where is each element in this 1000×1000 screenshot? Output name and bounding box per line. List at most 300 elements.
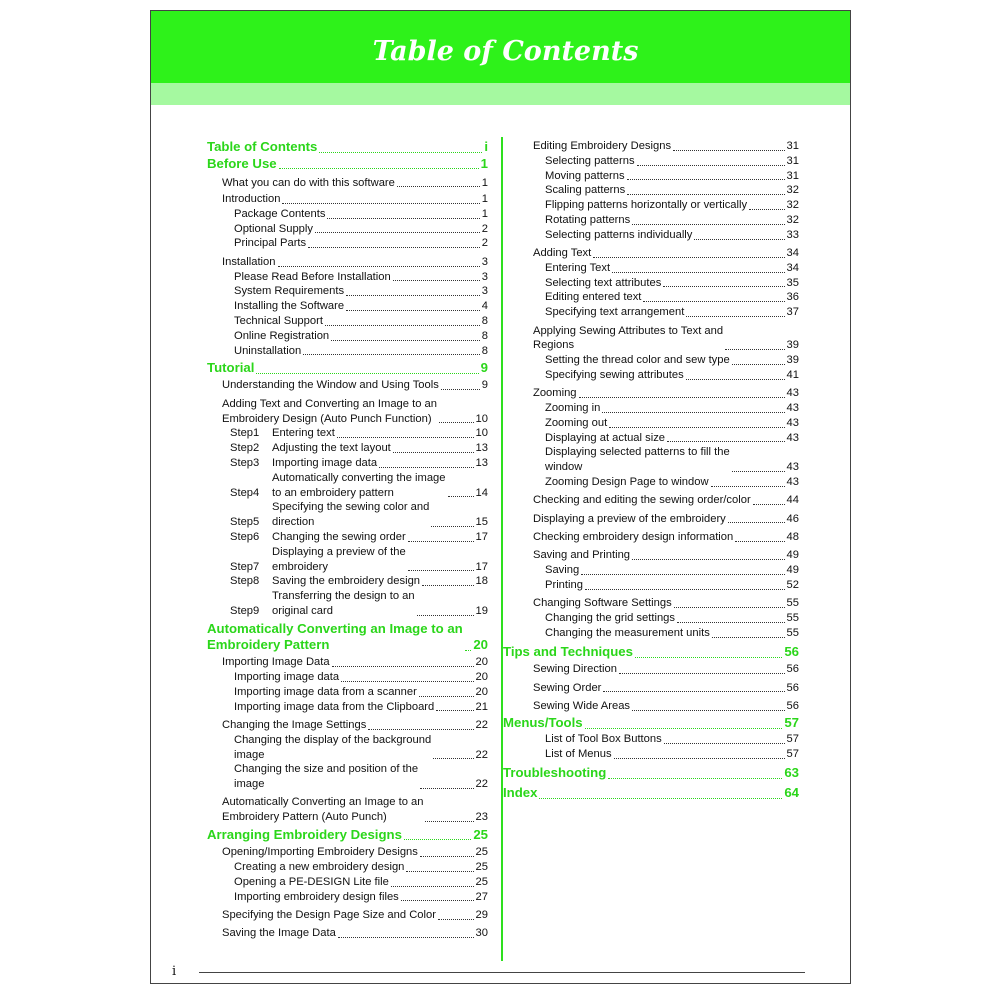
toc-entry[interactable] (207, 860, 488, 875)
toc-step-label: Step9 (230, 604, 260, 617)
toc-entry[interactable] (207, 926, 488, 941)
toc-dot-leader (735, 538, 784, 542)
toc-entry-label: List of Tool Box Buttons (545, 732, 662, 745)
toc-entry[interactable] (207, 471, 488, 501)
toc-page-number: 35 (786, 276, 799, 289)
toc-entry[interactable] (518, 228, 799, 243)
toc-entry[interactable] (207, 500, 488, 530)
toc-dot-leader (331, 337, 480, 341)
toc-dot-leader (337, 434, 474, 438)
toc-dot-leader (346, 292, 480, 296)
toc-dot-leader (635, 654, 782, 658)
toc-page-number: 43 (786, 402, 799, 415)
toc-entry[interactable] (518, 662, 799, 677)
toc-section-heading[interactable] (207, 827, 488, 844)
toc-dot-leader (673, 147, 785, 151)
toc-dot-leader (406, 868, 473, 872)
toc-dot-leader (614, 755, 785, 759)
toc-entry-label: Applying Sewing Attributes to Text and Regions (533, 324, 724, 352)
toc-entry[interactable] (207, 589, 488, 619)
toc-dot-leader (677, 619, 785, 623)
toc-entry-label: Adding Text (533, 247, 592, 260)
toc-entry[interactable] (518, 747, 799, 762)
toc-dot-leader (448, 493, 474, 497)
toc-entry-label: Uninstallation (234, 344, 302, 357)
toc-dot-leader (465, 647, 472, 651)
toc-entry-label: Zooming Design Page to window (545, 476, 709, 489)
toc-page-number: 43 (786, 476, 799, 489)
toc-page-number: 34 (786, 261, 799, 274)
toc-dot-leader (303, 351, 480, 355)
toc-entry-label: Installing the Software (234, 300, 345, 313)
toc-entry-label: Troubleshooting (503, 765, 607, 781)
toc-page-number: 10 (475, 412, 488, 425)
toc-page-number: 23 (475, 811, 488, 824)
page-title: Table of Contents (372, 35, 639, 67)
toc-dot-leader (637, 162, 785, 166)
toc-page-number: 44 (786, 494, 799, 507)
toc-page-number: 1 (481, 207, 488, 220)
toc-dot-leader (632, 556, 785, 560)
toc-entry-label: Zooming in (545, 402, 601, 415)
toc-page-number: 55 (786, 611, 799, 624)
toc-section-heading[interactable] (207, 360, 488, 377)
toc-entry[interactable] (518, 596, 799, 611)
toc-entry[interactable] (207, 344, 488, 359)
toc-dot-leader (749, 206, 784, 210)
toc-page-number: 25 (473, 826, 488, 842)
toc-entry[interactable] (518, 578, 799, 593)
toc-entry[interactable] (207, 255, 488, 270)
toc-entry-label: Specifying the Design Page Size and Color (222, 908, 436, 921)
toc-entry[interactable] (207, 299, 488, 314)
toc-entry-label: Importing image data (272, 456, 378, 469)
toc-page-number: 2 (481, 222, 488, 235)
toc-dot-leader (585, 586, 785, 590)
toc-section-heading[interactable] (207, 621, 488, 654)
toc-step-label: Step6 (230, 530, 260, 543)
toc-entry-label: Saving (545, 564, 580, 577)
toc-entry-label: Changing the sewing order (272, 530, 406, 543)
toc-dot-leader (379, 464, 473, 468)
toc-page-number: 2 (481, 237, 488, 250)
toc-page-number: 20 (475, 671, 488, 684)
toc-page-number: 17 (475, 560, 488, 573)
toc-dot-leader (612, 269, 784, 273)
toc-entry[interactable] (207, 545, 488, 575)
toc-entry[interactable] (207, 397, 488, 427)
toc-page-number: 56 (786, 699, 799, 712)
toc-page-number: 32 (786, 184, 799, 197)
toc-dot-leader (753, 501, 785, 505)
toc-entry-label: Importing image data (234, 671, 340, 684)
toc-entry[interactable] (207, 700, 488, 715)
toc-entry[interactable] (207, 176, 488, 191)
toc-step-label: Step4 (230, 486, 260, 499)
toc-entry[interactable] (207, 890, 488, 905)
toc-entry-label: Selecting patterns individually (545, 228, 693, 241)
toc-entry[interactable] (207, 329, 488, 344)
toc-entry[interactable] (518, 290, 799, 305)
toc-entry-label: Specifying the sewing color and direction (272, 501, 430, 529)
toc-entry-label: Changing the measurement units (545, 626, 710, 639)
toc-page-number: 3 (481, 285, 488, 298)
toc-entry-label: Changing the display of the background image (234, 733, 432, 761)
toc-dot-leader (539, 795, 782, 799)
toc-entry[interactable] (518, 563, 799, 578)
toc-section-heading[interactable] (503, 715, 799, 732)
toc-entry[interactable] (518, 276, 799, 291)
toc-entry[interactable] (207, 574, 488, 589)
footer-rule (199, 972, 805, 973)
toc-page-number: 34 (786, 247, 799, 260)
toc-section-heading[interactable] (503, 644, 799, 661)
toc-entry-label: Zooming out (545, 416, 608, 429)
toc-entry[interactable] (518, 626, 799, 641)
toc-entry-label: Optional Supply (234, 222, 313, 235)
toc-entry[interactable] (207, 530, 488, 545)
toc-page-number: 20 (473, 637, 488, 652)
toc-dot-leader (338, 934, 474, 938)
toc-page-number: 8 (481, 329, 488, 342)
toc-entry[interactable] (207, 426, 488, 441)
toc-entry-label: Selecting text attributes (545, 276, 662, 289)
toc-dot-leader (619, 670, 785, 674)
toc-dot-leader (694, 236, 784, 240)
toc-entry-label: Editing entered text (545, 291, 642, 304)
toc-entry[interactable] (207, 456, 488, 471)
document-page (150, 10, 851, 984)
toc-entry-label: Entering Text (545, 261, 611, 274)
toc-page-number: 43 (786, 387, 799, 400)
toc-entry-label: Specifying sewing attributes (545, 368, 684, 381)
toc-step-label: Step3 (230, 456, 260, 469)
toc-dot-leader (627, 191, 784, 195)
toc-entry[interactable] (207, 236, 488, 251)
toc-entry-label: Entering text (272, 427, 335, 440)
toc-entry[interactable] (518, 475, 799, 490)
toc-entry-label: Importing image data from the Clipboard (234, 700, 435, 713)
toc-dot-leader (663, 283, 784, 287)
toc-entry-label: Displaying a preview of the embroidery (533, 512, 726, 525)
toc-entry[interactable] (518, 169, 799, 184)
toc-entry[interactable] (518, 548, 799, 563)
toc-entry-label: Rotating patterns (545, 213, 631, 226)
toc-entry-label: Creating a new embroidery design (234, 860, 405, 873)
toc-page-number: 49 (786, 549, 799, 562)
toc-entry[interactable] (518, 154, 799, 169)
toc-dot-leader (602, 409, 784, 413)
toc-dot-leader (674, 604, 785, 608)
toc-entry[interactable] (207, 845, 488, 860)
toc-entry[interactable] (207, 908, 488, 923)
toc-dot-leader (609, 424, 784, 428)
toc-step-label: Step2 (230, 442, 260, 455)
toc-dot-leader (393, 449, 474, 453)
toc-page-number: 19 (475, 604, 488, 617)
toc-entry-label: Printing (545, 578, 583, 591)
toc-page-number: 25 (475, 860, 488, 873)
toc-entry[interactable] (207, 685, 488, 700)
toc-entry[interactable] (518, 416, 799, 431)
toc-entry-label: Checking and editing the sewing order/color (533, 494, 751, 507)
toc-entry[interactable] (518, 445, 799, 475)
toc-page-number: 20 (475, 656, 488, 669)
toc-dot-leader (439, 419, 474, 423)
toc-entry[interactable] (518, 699, 799, 714)
toc-dot-leader (308, 244, 480, 248)
toc-entry[interactable] (207, 670, 488, 685)
toc-section-heading[interactable] (503, 785, 799, 802)
toc-dot-leader (433, 755, 473, 759)
toc-entry[interactable] (518, 368, 799, 383)
toc-entry[interactable] (207, 441, 488, 456)
toc-entry-label: Sewing Direction (533, 663, 617, 676)
toc-section-heading[interactable] (207, 139, 488, 156)
toc-page-number: 43 (786, 461, 799, 474)
toc-entry[interactable] (207, 718, 488, 733)
toc-dot-leader (436, 707, 473, 711)
toc-entry-label: System Requirements (234, 285, 345, 298)
toc-entry-label: Importing image data from a scanner (234, 685, 417, 698)
toc-dot-leader (408, 567, 474, 571)
toc-entry[interactable] (207, 222, 488, 237)
toc-page-number: 22 (475, 748, 488, 761)
toc-entry-label: Installation (222, 255, 276, 268)
toc-entry[interactable] (518, 246, 799, 261)
toc-entry[interactable] (518, 386, 799, 401)
toc-dot-leader (315, 229, 480, 233)
toc-page-number: 48 (786, 530, 799, 543)
toc-entry[interactable] (518, 512, 799, 527)
toc-entry[interactable] (518, 530, 799, 545)
toc-entry[interactable] (518, 183, 799, 198)
toc-page-number: 8 (481, 314, 488, 327)
toc-dot-leader (325, 322, 480, 326)
banner-strip (151, 83, 850, 105)
toc-dot-leader (401, 897, 474, 901)
toc-entry-label: Saving the embroidery design (272, 575, 421, 588)
toc-entry[interactable] (518, 324, 799, 354)
toc-entry[interactable] (518, 431, 799, 446)
toc-dot-leader (732, 361, 785, 365)
toc-dot-leader (581, 571, 784, 575)
toc-entry[interactable] (207, 192, 488, 207)
toc-page-number: 21 (475, 700, 488, 713)
toc-page-number: 3 (481, 270, 488, 283)
toc-page-number: 33 (786, 228, 799, 241)
toc-entry[interactable] (207, 733, 488, 763)
toc-entry-label: Adjusting the text layout (272, 442, 391, 455)
toc-entry-label: Displaying at actual size (545, 431, 666, 444)
toc-entry[interactable] (207, 762, 488, 792)
toc-dot-leader (417, 612, 474, 616)
toc-entry-label: Automatically Converting an Image to an Embroidery Pattern (207, 620, 463, 652)
toc-entry[interactable] (207, 270, 488, 285)
toc-entry-label: Editing Embroidery Designs (533, 140, 672, 152)
toc-page-number: 18 (475, 575, 488, 588)
toc-entry[interactable] (518, 198, 799, 213)
toc-dot-leader (627, 176, 785, 180)
toc-entry[interactable] (518, 213, 799, 228)
toc-entry-label: Automatically Converting an Image to an Embroidery Pattern (Auto Punch) (222, 796, 424, 824)
toc-dot-leader (732, 468, 785, 472)
toc-entry-label: Changing the size and position of the image (234, 763, 419, 791)
toc-entry[interactable] (207, 795, 488, 825)
toc-dot-leader (632, 707, 785, 711)
toc-entry-label: Saving and Printing (533, 549, 631, 562)
toc-page-number: 31 (786, 169, 799, 182)
toc-page-number: 49 (786, 564, 799, 577)
toc-entry[interactable] (518, 353, 799, 368)
toc-page-number: 46 (786, 512, 799, 525)
title-banner (151, 11, 850, 83)
toc-entry[interactable] (518, 305, 799, 320)
toc-entry-label: Checking embroidery design information (533, 530, 734, 543)
toc-dot-leader (686, 376, 785, 380)
toc-dot-leader (603, 688, 784, 692)
toc-dot-leader (391, 883, 474, 887)
toc-page-number: 4 (481, 300, 488, 313)
toc-entry-label: Flipping patterns horizontally or vertically (545, 199, 748, 212)
toc-entry-label: List of Menus (545, 747, 612, 760)
toc-page-number: 57 (786, 747, 799, 760)
toc-page-number: 14 (475, 486, 488, 499)
toc-page-number: 32 (786, 199, 799, 212)
toc-entry-label: Package Contents (234, 207, 326, 220)
toc-entry-label: Adding Text and Converting an Image to an Embroidery Design (Auto Punch Function) (222, 397, 437, 425)
toc-entry[interactable] (207, 875, 488, 890)
toc-page-number: 31 (786, 154, 799, 167)
toc-entry-label: Menus/Tools (503, 715, 583, 731)
toc-page-number: 37 (786, 306, 799, 319)
toc-entry[interactable] (207, 207, 488, 222)
toc-entry-label: Arranging Embroidery Designs (207, 826, 402, 842)
toc-entry-label: What you can do with this software (222, 176, 395, 189)
toc-page-number: 15 (475, 516, 488, 529)
toc-dot-leader (419, 693, 474, 697)
toc-dot-leader (332, 663, 474, 667)
toc-step-label: Step5 (230, 516, 260, 529)
toc-page-number: 43 (786, 416, 799, 429)
toc-entry[interactable] (518, 681, 799, 696)
toc-entry-label: Saving the Image Data (222, 927, 336, 940)
toc-entry[interactable] (518, 401, 799, 416)
toc-entry[interactable] (518, 493, 799, 508)
toc-entry-label: Tutorial (207, 360, 255, 376)
toc-page-number: 29 (475, 908, 488, 921)
toc-dot-leader (327, 215, 479, 219)
column-divider (501, 137, 503, 961)
toc-dot-leader (667, 438, 785, 442)
toc-entry-label: Zooming (533, 387, 577, 400)
toc-page-number: 43 (786, 431, 799, 444)
toc-page-number: i (484, 139, 488, 154)
toc-page-number: 30 (475, 927, 488, 940)
toc-entry-label: Opening/Importing Embroidery Designs (222, 846, 418, 859)
toc-dot-leader (422, 582, 474, 586)
toc-page-number: 56 (786, 681, 799, 694)
toc-entry-label: Changing the Image Settings (222, 718, 367, 731)
toc-page-number: 56 (784, 644, 799, 659)
toc-entry-label: Opening a PE-DESIGN Lite file (234, 875, 389, 888)
toc-dot-leader (425, 818, 473, 822)
toc-page-number: 22 (475, 718, 488, 731)
toc-entry[interactable] (518, 139, 799, 154)
toc-page-number: 20 (475, 685, 488, 698)
toc-left-column (207, 139, 488, 941)
toc-entry[interactable] (207, 314, 488, 329)
toc-page-number: 64 (784, 785, 799, 801)
toc-page-number: 57 (784, 715, 799, 731)
page-number: i (172, 964, 177, 979)
toc-entry[interactable] (518, 732, 799, 747)
toc-entry-label: Importing embroidery design files (234, 890, 399, 903)
toc-entry-label: Displaying selected patterns to fill the window (545, 446, 730, 474)
toc-page-number: 1 (481, 176, 488, 189)
toc-dot-leader (420, 785, 473, 789)
toc-entry[interactable] (207, 284, 488, 299)
toc-entry-label: Sewing Order (533, 681, 602, 694)
toc-dot-leader (643, 298, 784, 302)
toc-page-number: 1 (480, 155, 488, 171)
toc-right-column (503, 139, 799, 802)
toc-dot-leader (711, 483, 785, 487)
toc-page-number: 55 (786, 626, 799, 639)
toc-page-number: 10 (475, 427, 488, 440)
toc-dot-leader (593, 254, 784, 258)
toc-dot-leader (408, 538, 474, 542)
toc-entry[interactable] (207, 655, 488, 670)
toc-entry-label: Introduction (222, 193, 281, 206)
toc-dot-leader (728, 519, 785, 523)
toc-section-heading[interactable] (207, 156, 488, 173)
toc-dot-leader (686, 313, 784, 317)
toc-page-number: 22 (475, 778, 488, 791)
toc-page-number: 32 (786, 213, 799, 226)
toc-dot-leader (664, 740, 785, 744)
toc-page-number: 55 (786, 597, 799, 610)
toc-entry-label: Before Use (207, 155, 277, 171)
toc-page-number: 63 (784, 765, 799, 781)
toc-page-number: 27 (475, 890, 488, 903)
toc-dot-leader (441, 386, 480, 390)
toc-dot-leader (368, 726, 473, 730)
toc-page-number: 52 (786, 578, 799, 591)
toc-dot-leader (278, 263, 480, 267)
toc-page-number: 3 (481, 255, 488, 268)
toc-page-number: 41 (786, 368, 799, 381)
toc-entry-label: Online Registration (234, 329, 330, 342)
toc-entry-label: Table of Contents (207, 139, 318, 154)
toc-page-number: 25 (475, 875, 488, 888)
toc-entry[interactable] (207, 378, 488, 393)
toc-section-heading[interactable] (503, 765, 799, 782)
toc-page-number: 39 (786, 354, 799, 367)
toc-entry[interactable] (518, 611, 799, 626)
toc-entry-label: Automatically converting the image to an embroidery pattern (272, 471, 446, 499)
toc-entry-label: Changing the grid settings (545, 611, 675, 624)
toc-step-label: Step8 (230, 575, 260, 588)
toc-dot-leader (282, 200, 479, 204)
toc-page-number: 31 (786, 140, 799, 152)
toc-entry-label: Sewing Wide Areas (533, 699, 631, 712)
toc-dot-leader (319, 149, 482, 153)
toc-entry-label: Displaying a preview of the embroidery (272, 545, 406, 573)
toc-dot-leader (420, 853, 474, 857)
toc-entry-label: Transferring the design to an original card (272, 590, 415, 617)
toc-entry[interactable] (518, 261, 799, 276)
